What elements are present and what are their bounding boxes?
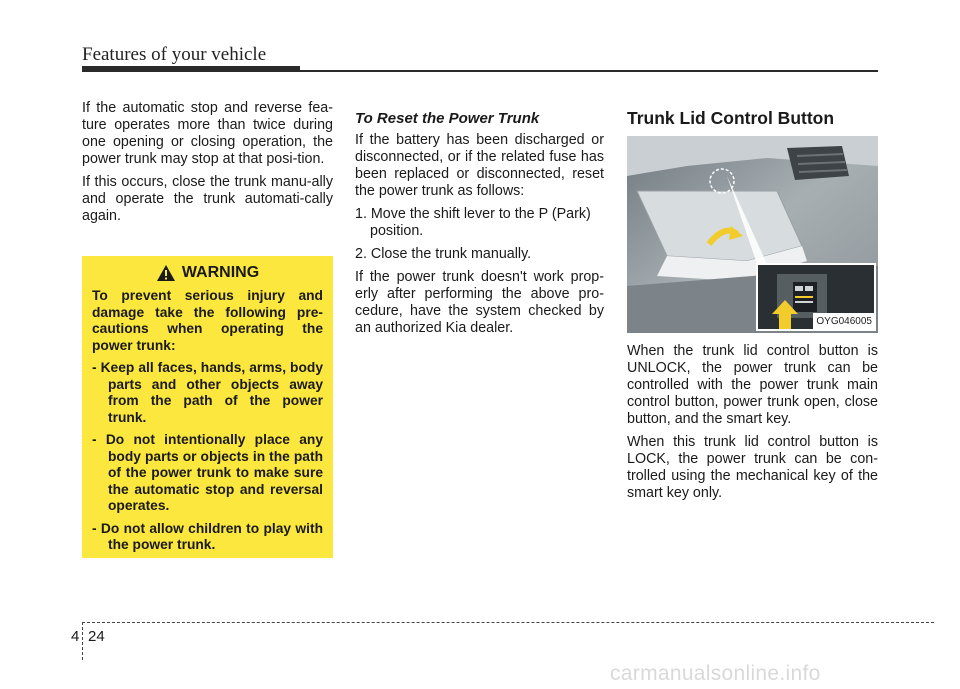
- paragraph: When the trunk lid control button is UNLOCK, the power trunk can be controlled with the power trunk main control button, power trunk open, close button, and the smart key.: [627, 343, 878, 427]
- footer-rule: [82, 622, 934, 623]
- column-2: [355, 110, 604, 343]
- header-rule-thick: [82, 66, 300, 72]
- paragraph: If the power trunk doesn't work prop-erly after performing the above pro-cedure, have the system checked by an authorized Kia dealer.: [355, 269, 604, 336]
- watermark: carmanualsonline.info: [610, 662, 821, 685]
- paragraph: If the automatic stop and reverse fea-ture operates more than twice during one opening or closing operation, the power trunk may stop at that posi-tion.: [82, 100, 333, 167]
- glovebox-illustration: [627, 136, 878, 333]
- paragraph: If the battery has been discharged or disconnected, or if the related fuse has been replaced or disconnected, reset the power trunk as follows:: [355, 132, 604, 199]
- warning-intro: To prevent serious injury and damage take the following pre-cautions when operating the power trunk:: [92, 288, 323, 353]
- warning-header: [92, 264, 323, 282]
- step-item: 1. Move the shift lever to the P (Park) position.: [355, 206, 591, 239]
- header-rule-thin: [300, 70, 878, 72]
- section-subheading: To Reset the Power Trunk: [355, 110, 540, 127]
- warning-item: - Do not intentionally place any body parts or objects in the path of the power trunk to make sure the automatic stop and reversal operates.: [92, 432, 323, 513]
- warning-item: - Do not allow children to play with the power trunk.: [92, 520, 323, 552]
- page-header-title: Features of your vehicle: [82, 44, 267, 65]
- section-heading: Trunk Lid Control Button: [627, 108, 835, 128]
- chapter-number: 4: [71, 628, 80, 645]
- page-number: 24: [88, 628, 105, 645]
- footer-divider: [82, 622, 83, 660]
- trunk-lid-button-figure: [627, 136, 878, 333]
- warning-title: WARNING: [181, 264, 260, 281]
- column-1: [82, 100, 333, 231]
- warning-item: - Keep all faces, hands, arms, body parts and other objects away from the path of the power trunk.: [92, 360, 323, 425]
- warning-triangle-icon: [156, 264, 176, 282]
- warning-box: [82, 256, 333, 558]
- paragraph: If this occurs, close the trunk manu-ally and operate the trunk automati-cally again.: [82, 174, 333, 224]
- figure-caption: OYG046005: [813, 313, 875, 330]
- column-3: [627, 110, 878, 508]
- step-item: 2. Close the trunk manually.: [355, 246, 532, 262]
- paragraph: When this trunk lid control button is LOCK, the power trunk can be con-trolled using the mechanical key of the smart key only.: [627, 434, 878, 501]
